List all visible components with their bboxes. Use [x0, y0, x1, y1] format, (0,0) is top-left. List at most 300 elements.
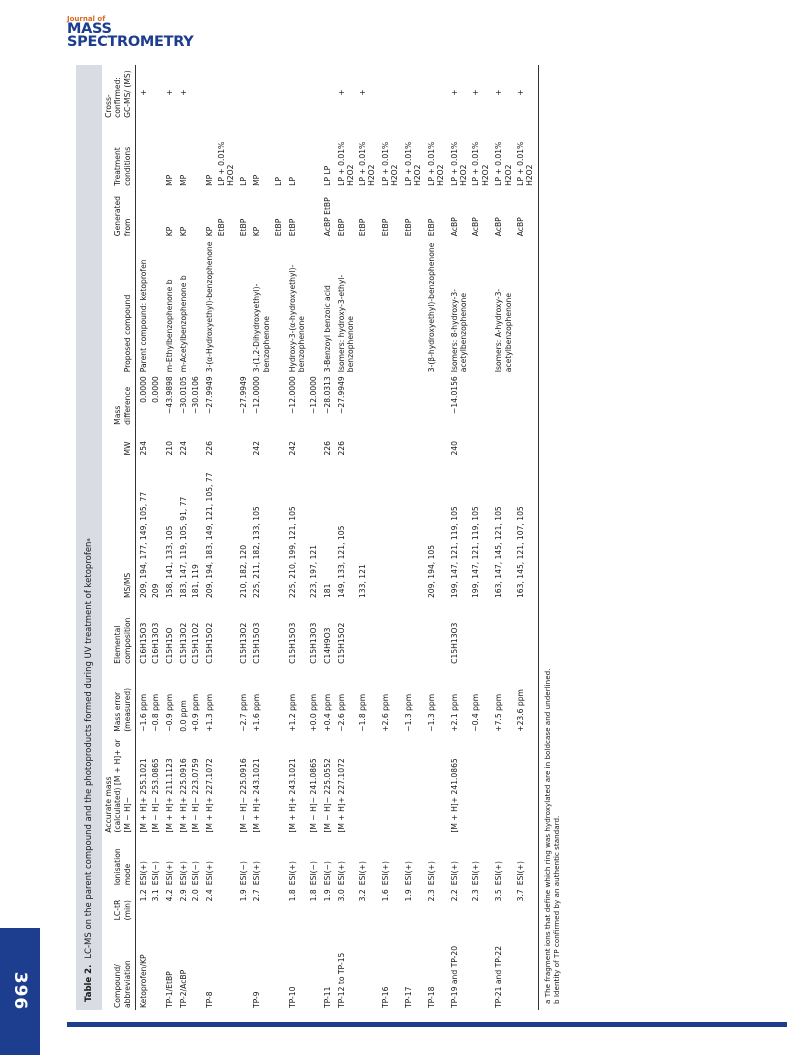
cell-gen: AcBP EtBP [322, 197, 332, 237]
cell-acc [513, 734, 539, 835]
table-footnotes [539, 65, 561, 1010]
cell-prop [376, 238, 399, 374]
cell-prop [188, 238, 200, 374]
cell-gen: AcBP [450, 217, 460, 237]
cell-msms: 209, 194, 105 [427, 544, 437, 599]
cell-gen: EtBP [358, 218, 368, 237]
cell-compound [188, 922, 200, 1010]
cell-elem: C15H15O3 [252, 622, 262, 664]
cell-elem [490, 600, 513, 666]
cell-diff: −14.0156 [450, 376, 460, 414]
cell-acc [468, 734, 489, 835]
cell-mw: 254 [139, 441, 149, 456]
cell-diff: −27.9949 [238, 376, 248, 414]
cell-treat: LP LP [322, 165, 332, 186]
table-row [148, 65, 160, 1010]
cell-tr: 3.2 [358, 889, 368, 902]
cell-ion: ESI(+) [205, 861, 215, 886]
col-mass-difference: Mass difference [102, 374, 136, 427]
cell-elem: C15H15O2 [205, 622, 215, 664]
cell-ion: ESI(+) [358, 861, 368, 886]
cell-cross [399, 65, 422, 120]
cell-prop: m-Acetylbenzophenone b [179, 275, 189, 373]
journal-logo-prefix: Journal of [67, 15, 106, 23]
journal-logo [67, 15, 194, 52]
cell-elem [376, 600, 399, 666]
cell-tr: 1.9 [238, 889, 248, 902]
table-row [188, 65, 200, 1010]
cell-ion: ESI(+) [513, 835, 539, 888]
cell-acc: [M − H]− 225.0916 [238, 758, 248, 833]
cell-acc: [M − H]− 241.0865 [309, 758, 319, 833]
cell-err: −2.6 ppm [336, 693, 346, 732]
cell-treat: LP + 0.01% H2O2 [381, 141, 400, 186]
cell-mw [306, 427, 318, 458]
cell-elem [399, 600, 422, 666]
cell-acc [490, 734, 513, 835]
table-row [318, 65, 332, 1010]
cell-elem: C15H15O2 [336, 622, 346, 664]
table-row [468, 65, 489, 1010]
cell-cross: + [358, 89, 368, 96]
cell-ion: ESI(+) [252, 861, 262, 886]
cell-compound [306, 922, 318, 1010]
cell-ion: ESI(+) [450, 861, 460, 886]
cell-prop [513, 238, 539, 374]
cell-msms: 225, 211, 182, 133, 105 [252, 506, 262, 599]
cell-gen: AcBP [513, 188, 539, 238]
cell-elem [355, 600, 376, 666]
cell-msms [399, 458, 422, 601]
cell-acc [214, 734, 235, 835]
cell-tr: 3.1 [151, 889, 161, 902]
cell-compound: TP-18 [427, 986, 437, 1008]
cell-gen [306, 188, 318, 238]
cell-gen: AcBP [494, 217, 504, 237]
cell-err: +2.6 ppm [381, 693, 391, 732]
cell-diff [513, 374, 539, 427]
cell-elem: C15H13O3 [450, 622, 460, 664]
cell-diff: −30.0105 [179, 376, 189, 414]
cell-mw: 240 [450, 441, 460, 456]
cell-msms: 199, 147, 121, 119, 105 [450, 506, 460, 599]
col-accurate-mass: Accurate mass (calculated) [M + H]+ or [M − H]− [102, 734, 136, 835]
cell-err: +1.2 ppm [287, 693, 297, 732]
cell-diff [355, 374, 376, 427]
cell-gen: EtBP [336, 218, 346, 237]
cell-cross: + [336, 89, 346, 96]
cell-mw [148, 427, 160, 458]
cell-diff: −30.0106 [191, 376, 201, 414]
cell-acc [376, 734, 399, 835]
cell-compound: TP-8 [205, 991, 215, 1008]
cell-prop [399, 238, 422, 374]
cell-cross [188, 65, 200, 120]
cell-msms: 210, 182, 120 [238, 544, 248, 599]
cell-err: −0.4 ppm [471, 693, 481, 732]
cell-ion: ESI(+) [471, 861, 481, 886]
cell-compound: TP-17 [404, 986, 414, 1008]
col-proposed: Proposed compound [102, 238, 136, 374]
cell-ion: ESI(+) [336, 861, 346, 886]
cell-treat: LP + 0.01% H2O2 [513, 120, 539, 188]
cell-elem: C15H11O2 [191, 622, 201, 664]
cell-tr: 1.2 [139, 889, 149, 902]
cell-tr: 1.8 [287, 889, 297, 902]
cell-ion: ESI(+) [494, 861, 504, 886]
cell-treat [148, 120, 160, 188]
table-body [136, 65, 539, 1010]
cell-mw: 226 [205, 441, 215, 456]
cell-elem [271, 600, 283, 666]
cell-err: +0.4 ppm [322, 693, 332, 732]
cell-acc [399, 734, 422, 835]
cell-prop: 3-(β-hydroxyethyl)-benzophenone [427, 242, 437, 373]
cell-diff [422, 374, 445, 427]
col-treatment: Treatment conditions [102, 120, 136, 188]
cell-gen: AcBP [471, 217, 481, 237]
cell-cross [271, 65, 283, 120]
cell-treat: LP + 0.01% H2O2 [336, 141, 355, 186]
cell-mw [490, 427, 513, 458]
cell-err: 0.0 ppm [179, 700, 189, 732]
cell-diff [490, 374, 513, 427]
cell-gen: EtBP [404, 218, 414, 237]
cell-treat: LP + 0.01% H2O2 [494, 141, 513, 186]
cell-acc [271, 734, 283, 835]
page-number: 396 [10, 971, 30, 1011]
cell-tr: 2.3 [471, 889, 481, 902]
cell-tr: 2.2 [450, 889, 460, 902]
cell-treat: MP [165, 174, 175, 186]
rotated-table [76, 65, 786, 1010]
cell-elem [468, 600, 489, 666]
cell-treat: LP + 0.01% H2O2 [450, 141, 469, 186]
cell-acc: [M + H]+ 243.1021 [287, 758, 297, 833]
cell-prop [148, 238, 160, 374]
table-caption [76, 65, 102, 1010]
cell-elem: C16H13O3 [151, 622, 161, 664]
cell-prop [468, 238, 489, 374]
cell-compound [355, 922, 376, 1010]
cell-ion: ESI(+) [139, 861, 149, 886]
cell-diff: −27.9949 [205, 376, 215, 414]
cell-tr: 2.3 [427, 889, 437, 902]
cell-mw: 226 [322, 441, 332, 456]
cell-cross [236, 65, 248, 120]
cell-acc: [M + H]+ 227.1072 [336, 758, 346, 833]
cell-tr: 1.6 [381, 889, 391, 902]
cell-cross: + [179, 89, 189, 96]
cell-cross [422, 65, 445, 120]
cell-diff [399, 374, 422, 427]
cell-cross: + [139, 89, 149, 96]
cell-treat: LP + 0.01% H2O2 [427, 141, 446, 186]
cell-elem: C14H9O3 [322, 627, 332, 664]
cell-diff: 0.0000 [139, 376, 149, 403]
cell-elem [214, 600, 235, 666]
cell-tr: 1.9 [322, 889, 332, 902]
cell-treat: LP [238, 177, 248, 186]
cell-msms: 158, 141, 133, 105 [165, 525, 175, 599]
cell-ion: ESI(+) [179, 861, 189, 886]
cell-treat: LP + 0.01% H2O2 [358, 141, 377, 186]
cell-diff: −12.0000 [287, 376, 297, 414]
cell-prop: Isomers: 8-hydroxy-3-acetylbenzophenone [450, 289, 469, 373]
table-row [174, 65, 188, 1010]
cell-cross [283, 65, 306, 120]
cell-mw: 242 [252, 441, 262, 456]
cell-treat: LP [287, 177, 297, 186]
cell-err: −2.7 ppm [238, 693, 248, 732]
cell-elem: C15H13O2 [238, 622, 248, 664]
cell-compound: TP-11 [322, 986, 332, 1008]
cell-msms: 163, 145, 121, 107, 105 [513, 458, 539, 601]
cell-cross [248, 65, 271, 120]
cell-ion [214, 835, 235, 888]
cell-tr [214, 887, 235, 922]
cell-gen: EtBP [427, 218, 437, 237]
table-row [355, 65, 376, 1010]
cell-mw: 210 [165, 441, 175, 456]
cell-cross [200, 65, 214, 120]
cell-mw [188, 427, 200, 458]
cell-cross [376, 65, 399, 120]
cell-diff [468, 374, 489, 427]
cell-treat: LP + 0.01% H2O2 [404, 141, 423, 186]
cell-treat: MP [205, 174, 215, 186]
cell-prop: Hydroxy-3-(α-hydroxyethyl)-benzophenone [287, 264, 306, 373]
table-row [236, 65, 248, 1010]
cell-prop: Parent compound: ketoprofen [139, 259, 149, 373]
col-generated: Generated from [102, 188, 136, 238]
table-row [306, 65, 318, 1010]
cell-compound [236, 922, 248, 1010]
table-row [200, 65, 214, 1010]
cell-compound: Ketoprofen/KP [139, 954, 149, 1008]
cell-acc: [M + H]+ 255.1021 [139, 758, 149, 833]
col-lc-tr: LC-tR (min) [102, 887, 136, 922]
cell-mw: 224 [179, 441, 189, 456]
cell-err: +2.1 ppm [450, 693, 460, 732]
cell-prop: 3-(α-Hydroxyethyl)-benzophenone [205, 241, 215, 373]
cell-compound: TP-1/EtBP [165, 971, 175, 1008]
cell-gen: EtBP [217, 218, 227, 237]
cell-ion: ESI(−) [151, 861, 161, 886]
cell-cross [306, 65, 318, 120]
cell-ion: ESI(+) [381, 861, 391, 886]
cell-cross [214, 65, 235, 120]
cell-compound [513, 922, 539, 1010]
table-label: Table 2. [84, 964, 94, 1002]
cell-diff: −43.9898 [165, 376, 175, 414]
cell-tr [271, 887, 283, 922]
cell-tr: 2.0 [191, 889, 201, 902]
cell-err [271, 666, 283, 734]
table-row [445, 65, 468, 1010]
cell-prop [236, 238, 248, 374]
cell-acc: [M + H]+ 225.0916 [179, 758, 189, 833]
cell-elem: C15H13O3 [309, 622, 319, 664]
cell-msms: 209, 194, 177, 149, 105, 77 [139, 491, 149, 599]
cell-cross [148, 65, 160, 120]
cell-err: +0.0 ppm [309, 693, 319, 732]
cell-compound [148, 922, 160, 1010]
cell-gen: KP [179, 226, 189, 237]
cell-mw [355, 427, 376, 458]
cell-prop: 3-Benzoyl benzoic acid [322, 285, 332, 373]
cell-treat [306, 120, 318, 188]
cell-elem: C15H15O3 [287, 622, 297, 664]
cell-msms: 133, 121 [358, 564, 368, 599]
table-row [376, 65, 399, 1010]
cell-prop [214, 238, 235, 374]
cell-acc: [M + H]+ 211.1123 [165, 758, 175, 833]
table-caption-text: LC-MS on the parent compound and the photoproducts formed during UV treatment of ketoprofen [84, 541, 94, 959]
cell-msms: 225, 210, 199, 121, 105 [287, 506, 297, 599]
cell-gen: KP [205, 226, 215, 237]
cell-msms: 181, 119 [191, 564, 201, 599]
cell-gen: EtBP [381, 218, 391, 237]
cell-mw [399, 427, 422, 458]
table-row [136, 65, 149, 1010]
cell-elem: C15H15O [165, 627, 175, 664]
cell-gen: KP [252, 226, 262, 237]
table-row [283, 65, 306, 1010]
cell-mw: 242 [287, 441, 297, 456]
cell-mw [271, 427, 283, 458]
cell-tr: 3.0 [336, 889, 346, 902]
cell-msms: 163, 147, 145, 121, 105 [494, 506, 504, 599]
col-compound: Compound/ abbreviation [102, 922, 136, 1010]
cell-compound [271, 922, 283, 1010]
footnote-a: a The fragment ions that define which ring was hydroxylated are in boldcase and underlined. [543, 668, 553, 1004]
cell-msms [271, 458, 283, 601]
table-row [513, 65, 539, 1010]
cell-treat: LP + 0.01% H2O2 [217, 141, 236, 186]
table-row [332, 65, 355, 1010]
cell-err: +7.5 ppm [494, 693, 504, 732]
cell-prop [355, 238, 376, 374]
cell-err: −1.3 ppm [404, 693, 414, 732]
cell-diff [376, 374, 399, 427]
cell-elem [422, 600, 445, 666]
cell-gen [188, 188, 200, 238]
cell-diff: −12.0000 [252, 376, 262, 414]
cell-err: −0.8 ppm [151, 693, 161, 732]
cell-compound: TP-16 [381, 986, 391, 1008]
cell-compound: TP-9 [252, 991, 262, 1008]
cell-gen [148, 188, 160, 238]
cell-msms: 209, 194, 183, 149, 121, 105, 77 [205, 472, 215, 599]
cell-tr: 1.9 [404, 889, 414, 902]
col-ionisation: Ionisation mode [102, 835, 136, 888]
cell-elem: C16H15O3 [139, 622, 149, 664]
cell-prop: 3-(1,2-Dihydroxyethyl)-benzophenone [252, 283, 271, 373]
cell-msms: 183, 147, 119, 105, 91, 77 [179, 496, 189, 599]
cell-prop [306, 238, 318, 374]
cell-compound: TP-21 and TP-22 [494, 945, 504, 1008]
cell-tr: 4.2 [165, 889, 175, 902]
cell-msms: 149, 133, 121, 105 [336, 525, 346, 599]
cell-acc: [M − H]− 223.0759 [191, 758, 201, 833]
cell-err: −0.9 ppm [165, 693, 175, 732]
table-row [214, 65, 235, 1010]
cell-err: −1.6 ppm [139, 693, 149, 732]
cell-acc: [M + H]+ 227.1072 [205, 758, 215, 833]
cell-mw: 226 [336, 441, 346, 456]
cell-ion: ESI(+) [427, 861, 437, 886]
journal-logo-line2: SPECTROMETRY [67, 34, 194, 50]
cell-mw [468, 427, 489, 458]
cell-msms: 181 [322, 583, 332, 599]
cell-msms: 199, 147, 121, 119, 105 [471, 506, 481, 599]
table-row [422, 65, 445, 1010]
cell-compound: TP-2/AcBP [179, 969, 189, 1008]
cell-gen [136, 188, 149, 238]
cell-mw [236, 427, 248, 458]
cell-msms: 209 [151, 583, 161, 599]
cell-compound: TP-12 to TP-15 [336, 952, 346, 1008]
table-header-row [102, 65, 136, 1010]
cell-treat [136, 120, 149, 188]
cell-ion: ESI(−) [322, 861, 332, 886]
footnote-b: b Identity of TP confirmed by an authentic standard. [552, 815, 562, 1004]
cell-err: +1.3 ppm [205, 693, 215, 732]
cell-compound: TP-19 and TP-20 [450, 945, 460, 1008]
cell-acc [355, 734, 376, 835]
cell-gen: EtBP [287, 218, 297, 237]
cell-compound: TP-10 [287, 986, 297, 1008]
table-row [161, 65, 175, 1010]
data-table [102, 65, 539, 1010]
cell-prop [271, 238, 283, 374]
cell-tr: 3.5 [494, 889, 504, 902]
cell-ion: ESI(−) [238, 861, 248, 886]
cell-cross: + [494, 89, 504, 96]
cell-treat: LP + 0.01% H2O2 [471, 141, 490, 186]
cell-err: +1.6 ppm [252, 693, 262, 732]
table-row [248, 65, 271, 1010]
cell-tr: 1.8 [309, 889, 319, 902]
cell-tr: 2.9 [179, 889, 189, 902]
cell-ion: ESI(−) [191, 861, 201, 886]
cell-msms [376, 458, 399, 601]
col-msms: MS/MS [102, 458, 136, 601]
cell-mw [422, 427, 445, 458]
cell-tr: 2.7 [252, 889, 262, 902]
cell-err: +0.9 ppm [191, 693, 201, 732]
cell-acc: [M − H]− 253.0865 [151, 758, 161, 833]
cell-treat [188, 120, 200, 188]
cell-acc: [M + H]+ 243.1021 [252, 758, 262, 833]
journal-logo-line1: MASS [67, 21, 112, 37]
cell-err: +23.6 ppm [513, 666, 539, 734]
cell-tr: 3.7 [513, 887, 539, 922]
cell-diff: −27.9949 [336, 376, 346, 414]
cell-diff: −28.0313 [322, 376, 332, 414]
cell-tr: 2.4 [205, 889, 215, 902]
cell-acc: [M + H]+ 241.0865 [450, 758, 460, 833]
cell-mw [376, 427, 399, 458]
col-cross-confirmed: Cross-confirmed: GC-MS/ (MS) [102, 65, 136, 120]
table-row [490, 65, 513, 1010]
cell-acc [422, 734, 445, 835]
cell-diff: 0.0000 [151, 376, 161, 403]
cell-compound [214, 922, 235, 1010]
cell-gen: EtBP [273, 218, 283, 237]
cell-ion: ESI(+) [165, 861, 175, 886]
